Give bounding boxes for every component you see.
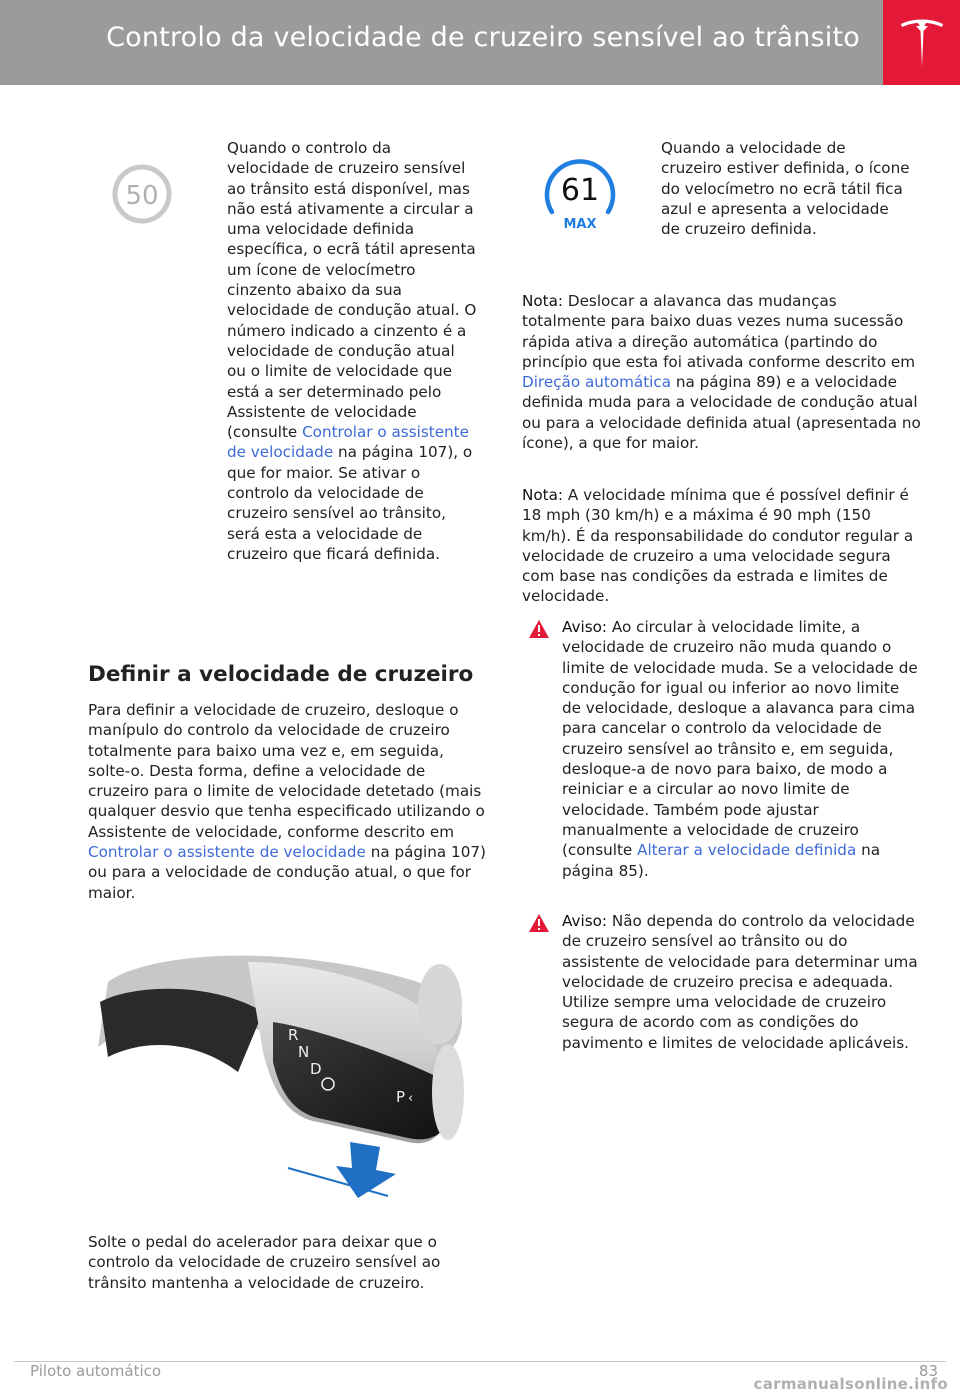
text-run: Para definir a velocidade de cruzeiro, desloque o manípulo do controlo da velocidade de cruzeiro totalmente para baixo uma vez e, em seguida, solte-o. Desta forma, define a velocidade de cruzeiro para o limite de velocidade detetado (mais qualquer desvio que tenha especificado utilizando o Assistente de velocidade, conforme descrito em	[88, 701, 485, 841]
link-speed-assist-2[interactable]: Controlar o assistente de velocidade	[88, 843, 366, 862]
note-label: Nota:	[522, 292, 564, 310]
release-pedal-paragraph: Solte o pedal do acelerador para deixar que o controlo da velocidade de cruzeiro sensível ao trânsito mantenha a velocidade de cruzeiro.	[88, 1233, 441, 1292]
grey-icon-description	[227, 138, 477, 564]
text-run: Não dependa do controlo da velocidade de cruzeiro sensível ao trânsito ou do assistente de velocidade para determinar uma velocidade de cruzeiro precisa e adequada. Utilize sempre uma velocidade de cruzeiro segura de acordo com as condições do pavimento e limites de velocidade aplicáveis.	[562, 912, 918, 1052]
set-speed-paragraph	[88, 700, 488, 903]
warning-speed-limit	[522, 617, 922, 907]
warning-text	[562, 617, 922, 881]
text-run: Quando o controlo da velocidade de cruzeiro sensível ao trânsito está disponível, mas não está ativamente a circular a uma velocidade definida específica, o ecrã tátil apresenta um ícone de velocímetro cinzento abaixo da sua velocidade de condução atual. O número indicado a cinzento é a velocidade de condução atual ou o limite de velocidade que está a ser determinado pelo Assistente de velocidade (consulte	[227, 139, 477, 442]
link-change-set-speed[interactable]: Alterar a velocidade definida	[637, 841, 857, 860]
gear-n-label: N	[298, 1043, 310, 1061]
grey-speed-value: 50	[125, 181, 159, 211]
blue-icon-description: Quando a velocidade de cruzeiro estiver definida, o ícone do velocímetro no ecrã tátil fica azul e apresenta a velocidade de cruzeiro definida.	[661, 139, 910, 239]
text-run: na página 89) e a velocidade definida muda para a velocidade de condução atual ou para a velocidade definida atual (apresentada no ícone), a que for maior.	[522, 373, 921, 453]
footer-section: Piloto automático	[30, 1362, 162, 1380]
tesla-logo-icon	[899, 17, 945, 69]
link-speed-assist[interactable]: Controlar o assistente de velocidade	[227, 423, 469, 462]
grey-speedometer-icon	[111, 163, 173, 225]
gear-p-label: P	[396, 1088, 406, 1106]
warning-text	[562, 911, 922, 1053]
brand-logo	[883, 0, 960, 85]
blue-speedometer-icon	[538, 150, 622, 234]
section-heading: Definir a velocidade de cruzeiro	[88, 662, 474, 687]
link-autosteer[interactable]: Direção automática	[522, 373, 672, 392]
text-run: Ao circular à velocidade limite, a velocidade de cruzeiro não muda quando o limite de velocidade muda. Se a velocidade de condução for igual ou inferior ao novo limite de velocidade, desloque a alavanca para cima para cancelar o controlo da velocidade de cruzeiro sensível ao trânsito e, em seguida, desloque-a de novo para baixo, de modo a reiniciar e a circular ao novo limite de velocidade. Também pode ajustar manualmente a velocidade de cruzeiro (consulte	[562, 618, 918, 860]
text-run: A velocidade mínima que é possível definir é 18 mph (30 km/h) e a máxima é 90 mph (150 km/h). É da responsabilidade do condutor regular a velocidade de cruzeiro a uma velocidade segura com base nas condições da estrada e limites de velocidade.	[522, 486, 914, 606]
warning-label: Aviso:	[562, 912, 608, 930]
warning-triangle-icon	[528, 619, 550, 639]
note-label: Nota:	[522, 486, 564, 504]
blue-speed-value: 61	[560, 173, 600, 208]
page-header	[0, 0, 960, 85]
gear-d-label: D	[310, 1060, 322, 1078]
note-speed-range	[522, 485, 922, 607]
text-run: Deslocar a alavanca das mudanças totalmente para baixo duas vezes numa sucessão rápida ativa a direção automática (partindo do princípio que esta foi ativada conforme descrito em	[522, 292, 916, 371]
watermark: carmanualsonline.info	[753, 1375, 948, 1393]
warning-triangle-icon	[528, 913, 550, 933]
text-run: na página 107), o que for maior. Se ativar o controlo da velocidade de cruzeiro sensível ao trânsito, será esta a velocidade de cruzeiro que ficará definida.	[227, 443, 473, 563]
text-run: na página 85).	[562, 841, 881, 880]
warning-do-not-rely	[522, 911, 922, 1111]
warning-label: Aviso:	[562, 618, 608, 636]
gear-r-label: R	[288, 1026, 299, 1044]
note-autosteer	[522, 291, 922, 453]
gear-lever-illustration	[88, 942, 478, 1202]
blue-max-label: MAX	[563, 217, 597, 232]
text-run: na página 107) ou para a velocidade de condução atual, o que for maior.	[88, 843, 486, 902]
page-title: Controlo da velocidade de cruzeiro sensível ao trânsito	[106, 22, 860, 53]
park-chevron-icon: ‹	[408, 1091, 414, 1106]
page-number: 83	[918, 1362, 938, 1380]
